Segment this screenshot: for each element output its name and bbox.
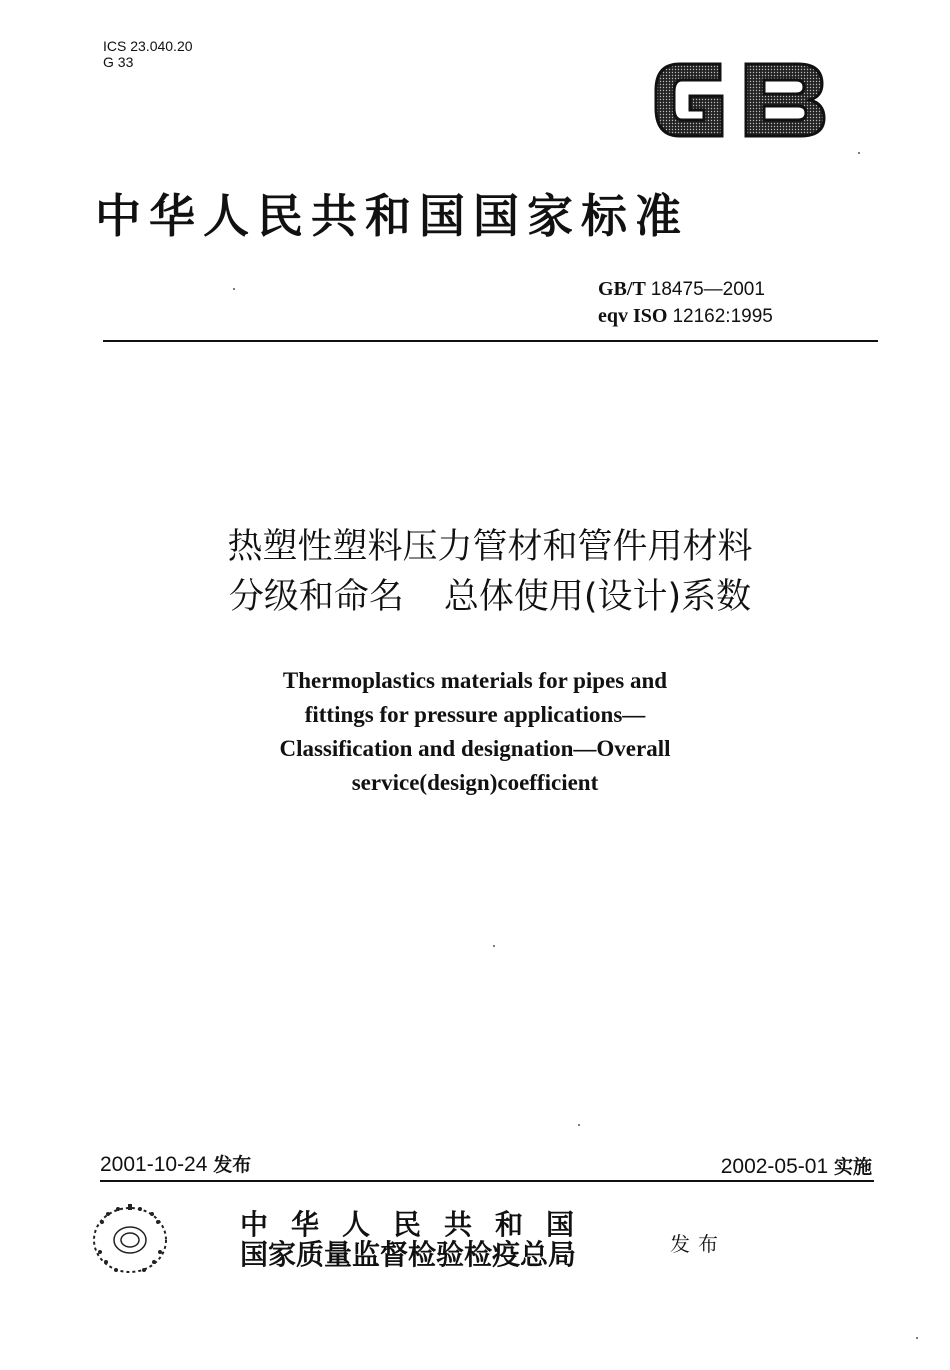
standard-header-title: 中华人民共和国国家标准 [95,189,689,243]
scan-speck [233,288,235,290]
english-title-line2: fittings for pressure applications— [304,702,646,727]
equivalent-prefix: eqv ISO [598,305,668,327]
standard-numbers [598,276,773,330]
chinese-title-line2-part1: 分级和命名 [228,577,404,617]
chinese-title-line1: 热塑性塑料压力管材和管件用材料 [227,527,753,567]
standard-number-prefix: GB/T [598,278,646,300]
issue-date-label: 发布 [213,1154,252,1176]
english-title-line3: Classification and designation—Overall [279,736,671,761]
standard-number [598,276,773,303]
equivalent-standard [598,303,773,330]
publish-label: 发布 [670,1232,726,1256]
ccs-code: G 33 [103,54,134,70]
implementation-date-label: 实施 [833,1156,872,1178]
issuing-authority [240,1210,597,1270]
scan-speck [858,152,860,154]
standard-number-value: 18475—2001 [650,279,765,300]
scan-speck [578,1124,580,1126]
scan-speck [916,1337,918,1339]
issuer-line1: 中华人民共和国 [240,1208,598,1241]
ics-code: ICS 23.040.20 [103,38,193,54]
issue-date [100,1150,251,1177]
implementation-date [721,1152,872,1179]
issue-date-value: 2001-10-24 [100,1153,208,1176]
issuer-line2: 国家质量监督检验检疫总局 [240,1238,577,1271]
chinese-title [90,522,890,622]
footer-divider [100,1180,874,1182]
english-title-line4: service(design)coefficient [351,770,599,795]
scan-speck [493,945,495,947]
english-title [190,664,760,800]
gb-logo-icon [650,50,830,148]
chinese-title-line2-part2: 总体使用(设计)系数 [443,577,752,617]
official-seal-icon [88,1200,172,1278]
header-divider [103,340,878,342]
chinese-title-line2 [90,572,890,622]
english-title-line1: Thermoplastics materials for pipes and [282,668,668,693]
implementation-date-value: 2002-05-01 [720,1155,829,1178]
equivalent-value: 12162:1995 [672,306,773,327]
classification-codes [103,38,193,70]
